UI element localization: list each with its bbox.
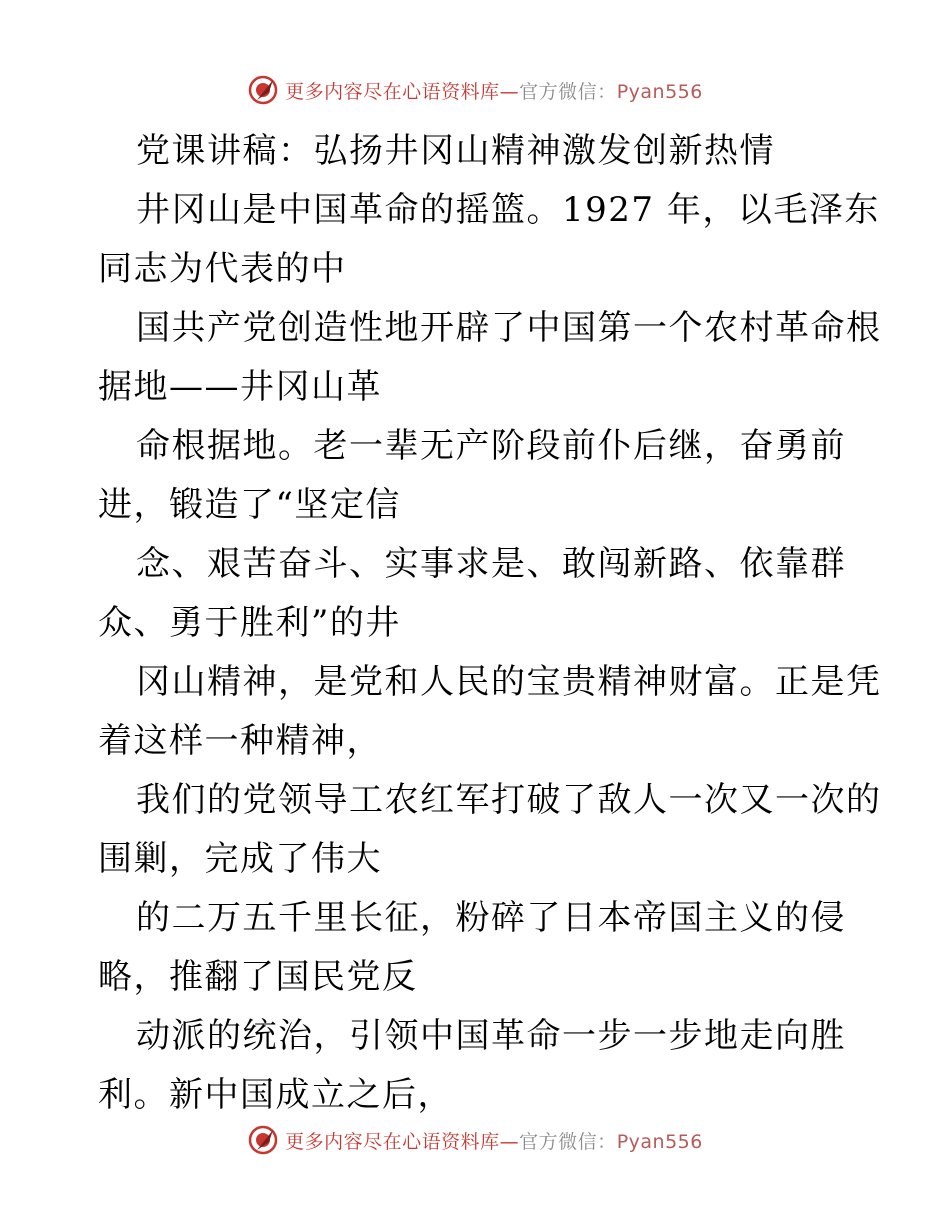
quill-logo-icon <box>247 1124 279 1156</box>
text-line: 利。新中国成立之后， <box>98 1075 453 1115</box>
watermark-official-label: 官方微信： <box>519 1130 617 1153</box>
watermark-text <box>285 77 703 104</box>
text-line: 众、勇于胜利”的井 <box>98 603 401 643</box>
text-line: 的二万五千里长征，粉碎了日本帝国主义的侵 <box>136 898 846 938</box>
header-watermark <box>0 70 950 110</box>
text-line: 冈山精神，是党和人民的宝贵精神财富。正是凭 <box>136 662 882 702</box>
watermark-dash: — <box>499 80 520 103</box>
text-line: 念、艰苦奋斗、实事求是、敢闯新路、依靠群 <box>136 544 846 584</box>
document-title: 党课讲稿：弘扬井冈山精神激发创新热情 <box>136 131 775 171</box>
watermark-dash: — <box>499 1130 520 1153</box>
text-line: 据地——井冈山革 <box>98 367 382 407</box>
watermark-site-text: 更多内容尽在心语资料库 <box>285 80 500 103</box>
text-line: 着这样一种精神， <box>98 721 382 761</box>
text-line: 动派的统治，引领中国革命一步一步地走向胜 <box>136 1016 846 1056</box>
text-line: 国共产党创造性地开辟了中国第一个农村革命根 <box>136 308 882 348</box>
text-line: 我们的党领导工农红军打破了敌人一次又一次的 <box>136 780 882 820</box>
document-body <box>98 122 882 1125</box>
quill-logo-icon <box>247 74 279 106</box>
watermark-official-label: 官方微信： <box>519 80 617 103</box>
footer-watermark <box>0 1120 950 1160</box>
text-line: 围剿，完成了伟大 <box>98 839 382 879</box>
text-line: 井冈山是中国革命的摇篮。1927 年，以毛泽东 <box>136 190 880 230</box>
text-line: 进，锻造了“坚定信 <box>98 485 401 525</box>
text-line: 略，推翻了国民党反 <box>98 957 418 997</box>
watermark-text <box>285 1127 703 1154</box>
text-line: 同志为代表的中 <box>98 249 347 289</box>
watermark-wechat-id: Pyan556 <box>616 80 703 103</box>
watermark-wechat-id: Pyan556 <box>616 1130 703 1153</box>
watermark-site-text: 更多内容尽在心语资料库 <box>285 1130 500 1153</box>
text-line: 命根据地。老一辈无产阶段前仆后继，奋勇前 <box>136 426 846 466</box>
